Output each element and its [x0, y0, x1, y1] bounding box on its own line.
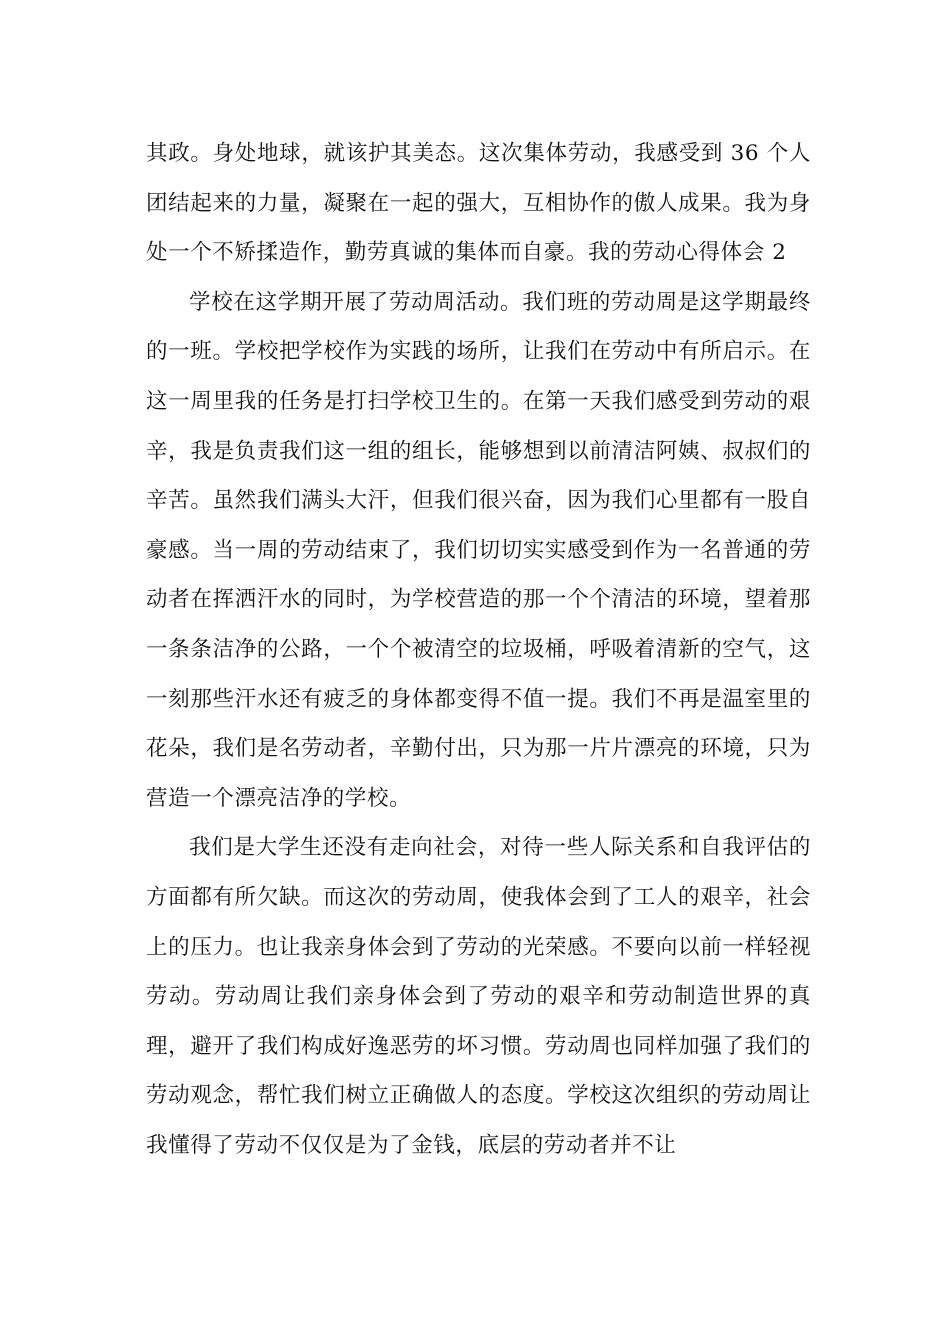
- paragraph-1: 其政。身处地球，就该护其美态。这次集体劳动，我感受到 36 个人团结起来的力量，凝聚在一起的强大，互相协作的傲人成果。我为身处一个不矫揉造作，勤劳真诚的集体而自豪。我的劳动心得体会 2: [146, 141, 811, 266]
- document-body: [146, 129, 811, 1170]
- paragraph-2: 学校在这学期开展了劳动周活动。我们班的劳动周是这学期最终的一班。学校把学校作为实践的场所，让我们在劳动中有所启示。在这一周里我的任务是打扫学校卫生的。在第一天我们感受到劳动的艰辛，我是负责我们这一组的组长，能够想到以前清洁阿姨、叔叔们的辛苦。虽然我们满头大汗，但我们很兴奋，因为我们心里都有一股自豪感。当一周的劳动结束了，我们切切实实感受到作为一名普通的劳动者在挥洒汗水的同时，为学校营造的那一个个清洁的环境，望着那一条条洁净的公路，一个个被清空的垃圾桶，呼吸着清新的空气，这一刻那些汗水还有疲乏的身体都变得不值一提。我们不再是温室里的花朵，我们是名劳动者，辛勤付出，只为那一片片漂亮的环境，只为营造一个漂亮洁净的学校。: [146, 289, 811, 811]
- paragraph-3: 我们是大学生还没有走向社会，对待一些人际关系和自我评估的方面都有所欠缺。而这次的劳动周，使我体会到了工人的艰辛，社会上的压力。也让我亲身体会到了劳动的光荣感。不要向以前一样轻视劳动。劳动周让我们亲身体会到了劳动的艰辛和劳动制造世界的真理，避开了我们构成好逸恶劳的坏习惯。劳动周也同样加强了我们的劳动观念，帮忙我们树立正确做人的态度。学校这次组织的劳动周让我懂得了劳动不仅仅是为了金钱，底层的劳动者并不让: [146, 835, 811, 1158]
